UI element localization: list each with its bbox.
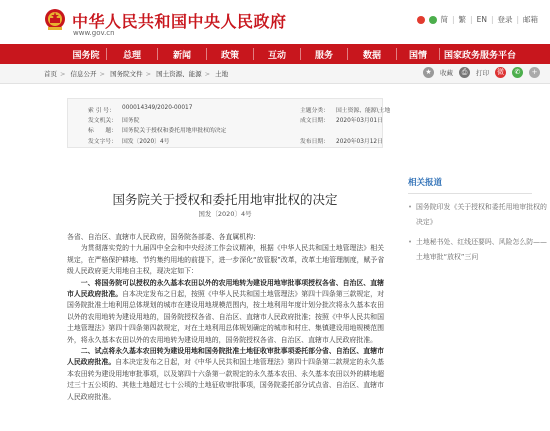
wechat-share-icon[interactable]: ✆ (512, 67, 523, 78)
document-body (67, 232, 385, 403)
related-reports (408, 176, 550, 264)
document-title: 国务院关于授权和委托用地审批权的决定 (112, 192, 338, 207)
paragraph: 二、试点将永久基本农田转为建设用地和国务院批准土地征收审批事项委托部分省、自治区、直辖市人民政府批准。自本决定发布之日起，对《中华人民共和国土地管理法》第四十四条第二款规定的永久基本农田转为建设用地审批事项，以及第四十六条第一款规定的永久基本农田、永久基本农田以外的耕地超过三十五公顷的、其他土地超过七十公顷的土地征收审批事项，国务院委托部分试点省、自治区、直辖市人民政府批准。 (67, 347, 384, 401)
meta-row: 发文机关： 国务院 成文日期： 2020年03月01日 (88, 118, 383, 124)
collect-link[interactable]: 收藏 (440, 69, 453, 77)
paragraph: 一、将国务院可以授权的永久基本农田以外的农用地转为建设用地审批事项授权各省、自治区、直辖市人民政府批准。自本决定发布之日起，按照《中华人民共和国土地管理法》第四十四条第三款规定，对国务院批准土地利用总体规划的城市在建设用地规模范围内，按土地利用年度计划分批次将永久基本农田以外的农用地转为建设用地的，国务院授权各省、自治区、直辖市人民政府批准；按照《中华人民共和国土地管理法》第四十四条第四款规定，对在土地利用总体规划确定的城市和村庄、集镇建设用地规模范围外，将永久基本农田以外的农用地转为建设用地的，国务院授权各省、自治区、直辖市人民政府批准。 (67, 278, 384, 344)
related-link[interactable]: • 土地秘书处、红线还要吗、风险怎么防——土地审批“放权”三问 (408, 235, 550, 264)
weibo-icon[interactable] (417, 16, 425, 24)
breadcrumb-bar (0, 64, 550, 84)
page-tools (423, 67, 540, 78)
document-number: 国发〔2020〕4号 (198, 210, 252, 218)
paragraph: 为贯彻落实党的十九届四中全会和中央经济工作会议精神，根据《中华人民共和国土地管理法》相关规定，在严格保护耕地、节约集约用地的前提下，进一步深化“放管服”改革，改革土地管理制度，赋予省级人民政府更大用地自主权，现决定如下： (67, 244, 385, 276)
star-icon[interactable]: ★ (423, 67, 434, 78)
breadcrumb-land[interactable]: 土地 (215, 70, 229, 78)
printer-icon[interactable]: ⎙ (459, 67, 470, 78)
breadcrumb-home[interactable]: 首页 (44, 70, 57, 78)
lang-traditional[interactable]: 繁 (458, 15, 467, 24)
lang-english[interactable]: EN (476, 15, 487, 24)
nav-item-premier[interactable]: 总理 (122, 50, 141, 61)
more-share-icon[interactable]: + (529, 67, 540, 78)
meta-row: 标 题： 国务院关于授权和委托用地审批权的决定 (88, 128, 227, 134)
nav-item-national-info[interactable]: 国情 (408, 50, 427, 61)
nav-item-services[interactable]: 服务 (314, 50, 333, 61)
site-header (0, 0, 550, 44)
breadcrumb-info-public[interactable]: 信息公开 (70, 70, 97, 78)
weibo-share-icon[interactable]: 微 (497, 68, 504, 76)
nav-item-state-council[interactable]: 国务院 (72, 50, 100, 61)
divider (408, 193, 532, 194)
national-emblem-icon[interactable] (44, 8, 66, 32)
document-metadata (67, 98, 391, 148)
nav-item-news[interactable]: 新闻 (172, 50, 191, 61)
login-link[interactable]: 登录 (497, 15, 513, 24)
print-link[interactable]: 打印 (476, 69, 489, 77)
section-heading: 二、试点将永久基本农田转为建设用地和国务院批准土地征收审批事项委托部分省、自治区、直辖市人民政府批准。 (67, 347, 384, 367)
wechat-icon[interactable] (429, 16, 437, 24)
related-link[interactable]: • 国务院印发《关于授权和委托用地审批权的决定》 (408, 200, 550, 229)
mailbox-link[interactable]: 邮箱 (523, 15, 538, 24)
meta-row: 发文字号： 国发〔2020〕4号 发布日期： 2020年03月12日 (88, 139, 383, 145)
meta-row: 索 引 号： 000014349/2020-00017 主题分类： 国土资源、能源\土地 (88, 105, 391, 114)
breadcrumb-state-council-docs[interactable]: 国务院文件 (110, 70, 143, 78)
related-title: 相关报道 (408, 178, 443, 188)
lang-simplified[interactable]: 简 (440, 15, 449, 24)
top-links: 简 | 繁 | EN | 登录 | 邮箱 (417, 14, 538, 25)
nav-item-data[interactable]: 数据 (362, 50, 381, 61)
greeting: 各省、自治区、直辖市人民政府，国务院各部委、各直属机构： (67, 233, 260, 241)
breadcrumb-land-energy[interactable]: 国土资源、能源 (156, 70, 202, 78)
nav-item-interaction[interactable]: 互动 (267, 50, 286, 61)
site-url: www.gov.cn (73, 29, 115, 37)
breadcrumb: 首页 > 信息公开 > 国务院文件 > 国土资源、能源 > 土地 (44, 70, 229, 78)
site-title[interactable]: 中华人民共和国中央人民政府 (72, 12, 287, 31)
section-heading: 一、将国务院可以授权的永久基本农田以外的农用地转为建设用地审批事项授权各省、自治区、直辖市人民政府批准。 (67, 278, 384, 299)
nav-item-gov-service-platform[interactable]: 国家政务服务平台 (443, 50, 516, 61)
nav-item-policy[interactable]: 政策 (220, 50, 239, 61)
main-nav (0, 44, 550, 64)
